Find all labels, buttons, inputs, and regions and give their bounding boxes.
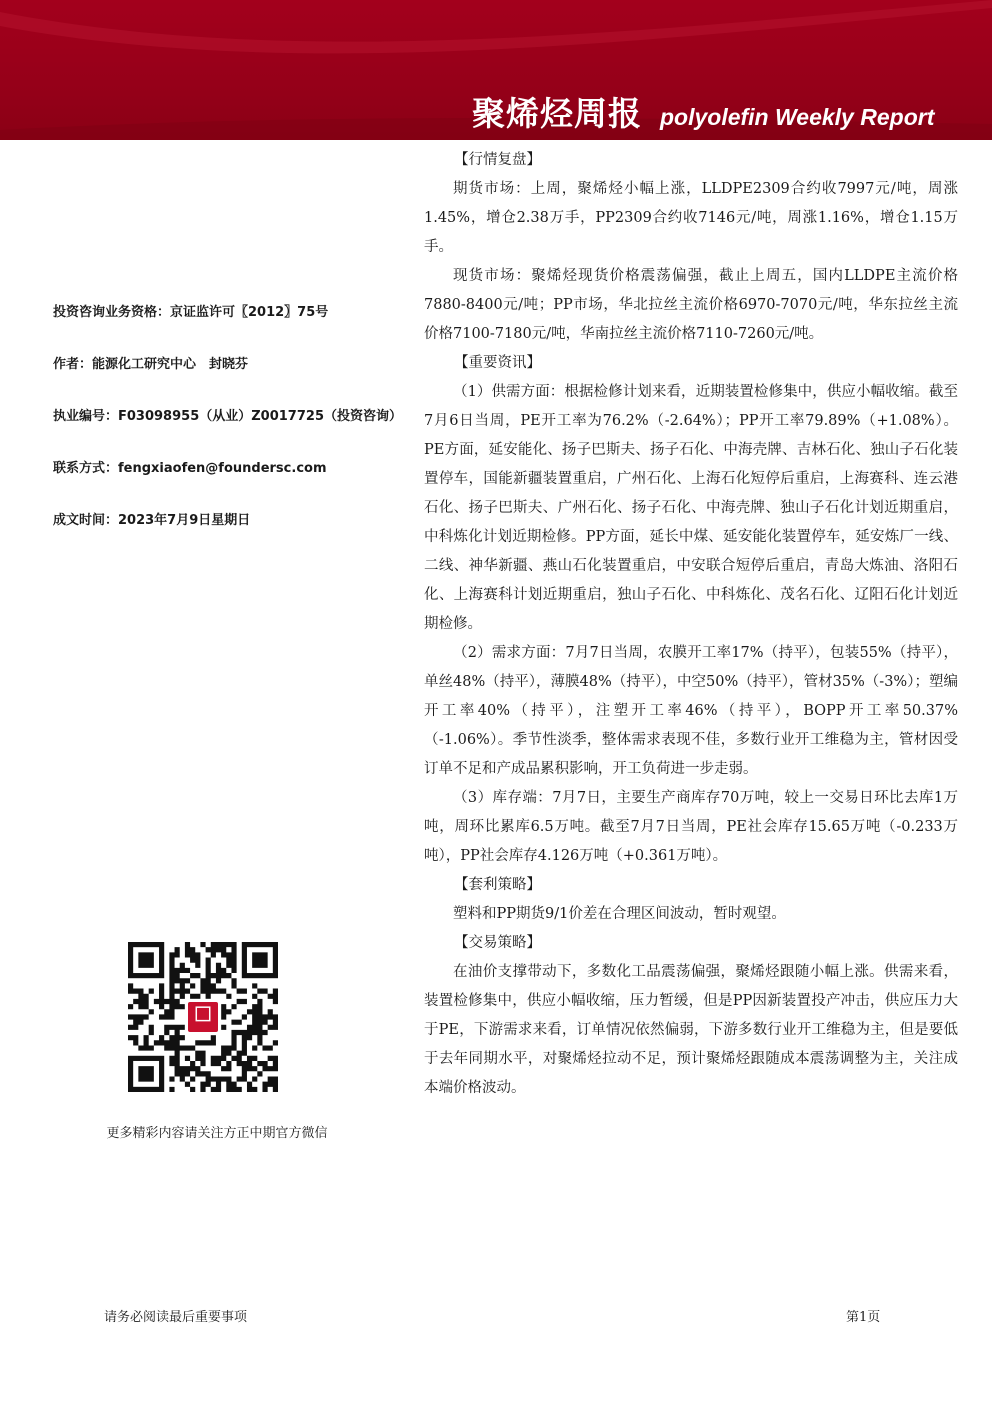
qr-caption: 更多精彩内容请关注方正中期官方微信 bbox=[106, 1126, 328, 1141]
author-info bbox=[53, 300, 413, 534]
section-heading-news: 【重要资讯】 bbox=[454, 355, 541, 371]
demand-paragraph: （2）需求方面：7月7日当周，农膜开工率17%（持平），包装55%（持平），单丝48%（持平），薄膜48%（持平），中空50%（持平），管材35%（-3%）；塑编开工率40%（持平），注塑开工率46%（持平），BOPP开工率50.37%（-1.06%）。季节性淡季，整体需求表现不佳，多数行业开工维稳为主，管材因受订单不足和产成品累积影响，开工负荷进一步走弱。 bbox=[424, 645, 958, 777]
page-number: 第1页 bbox=[846, 1310, 881, 1325]
report-title-cn: 聚烯烃周报 bbox=[472, 94, 642, 133]
license-info: 投资咨询业务资格：京证监许可〖2012〗75号 bbox=[53, 305, 329, 320]
contact-email: 联系方式：fengxiaofen@foundersc.com bbox=[53, 461, 327, 476]
trading-paragraph: 在油价支撑带动下，多数化工品震荡偏强，聚烯烃跟随小幅上涨。供需来看，装置检修集中，供应小幅收缩，压力暂缓，但是PP因新装置投产冲击，供应压力大于PE，下游需求来看，订单情况依然偏弱，下游多数行业开工维稳为主，但是要低于去年同期水平，对聚烯烃拉动不足，预计聚烯烃跟随成本震荡调整为主，关注成本端价格波动。 bbox=[424, 964, 958, 1096]
report-date: 成文时间：2023年7月9日星期日 bbox=[53, 513, 251, 528]
registration-number: 执业编号：F03098955（从业）Z0017725（投资咨询） bbox=[53, 409, 402, 424]
section-heading-trading: 【交易策略】 bbox=[454, 935, 541, 951]
futures-market-paragraph: 期货市场：上周，聚烯烃小幅上涨，LLDPE2309合约收7997元/吨，周涨1.45%，增仓2.38万手，PP2309合约收7146元/吨，周涨1.16%，增仓1.15万手。 bbox=[424, 181, 958, 255]
report-title-en: polyolefin Weekly Report bbox=[660, 104, 935, 130]
wechat-qr-code bbox=[128, 942, 278, 1092]
arbitrage-paragraph: 塑料和PP期货9/1价差在合理区间波动，暂时观望。 bbox=[453, 906, 786, 922]
header-banner bbox=[0, 0, 992, 140]
section-heading-arbitrage: 【套利策略】 bbox=[454, 877, 541, 893]
report-title bbox=[472, 88, 935, 133]
author-name: 作者：能源化工研究中心 封晓芬 bbox=[53, 357, 249, 372]
spot-market-paragraph: 现货市场：聚烯烃现货价格震荡偏强，截止上周五，国内LLDPE主流价格7880-8400元/吨；PP市场，华北拉丝主流价格6970-7070元/吨，华东拉丝主流价格7100-7180元/吨，华南拉丝主流价格7110-7260元/吨。 bbox=[424, 268, 958, 342]
report-body bbox=[424, 146, 958, 1103]
qr-code-icon bbox=[128, 942, 278, 1092]
inventory-paragraph: （3）库存端：7月7日，主要生产商库存70万吨，较上一交易日环比去库1万吨，周环比累库6.5万吨。截至7月7日当周，PE社会库存15.65万吨（-0.233万吨），PP社会库存4.126万吨（+0.361万吨）。 bbox=[424, 790, 958, 864]
footer-notice: 请务必阅读最后重要事项 bbox=[104, 1310, 248, 1325]
section-heading-review: 【行情复盘】 bbox=[454, 152, 541, 168]
supply-paragraph: （1）供需方面：根据检修计划来看，近期装置检修集中，供应小幅收缩。截至7月6日当周，PE开工率为76.2%（-2.64%）；PP开工率79.89%（+1.08%）。PE方面，延安能化、扬子巴斯夫、扬子石化、中海壳牌、吉林石化、独山子石化装置停车，国能新疆装置重启，广州石化、上海石化短停后重启，上海赛科、连云港石化、扬子巴斯夫、广州石化、扬子石化、中海壳牌、独山子石化计划近期重启，中科炼化计划近期检修。PP方面，延长中煤、延安能化装置停车，延安炼厂一线、二线、神华新疆、燕山石化装置重启，中安联合短停后重启，青岛大炼油、洛阳石化、上海赛科计划近期重启，独山子石化、中科炼化、茂名石化、辽阳石化计划近期检修。 bbox=[424, 384, 958, 632]
